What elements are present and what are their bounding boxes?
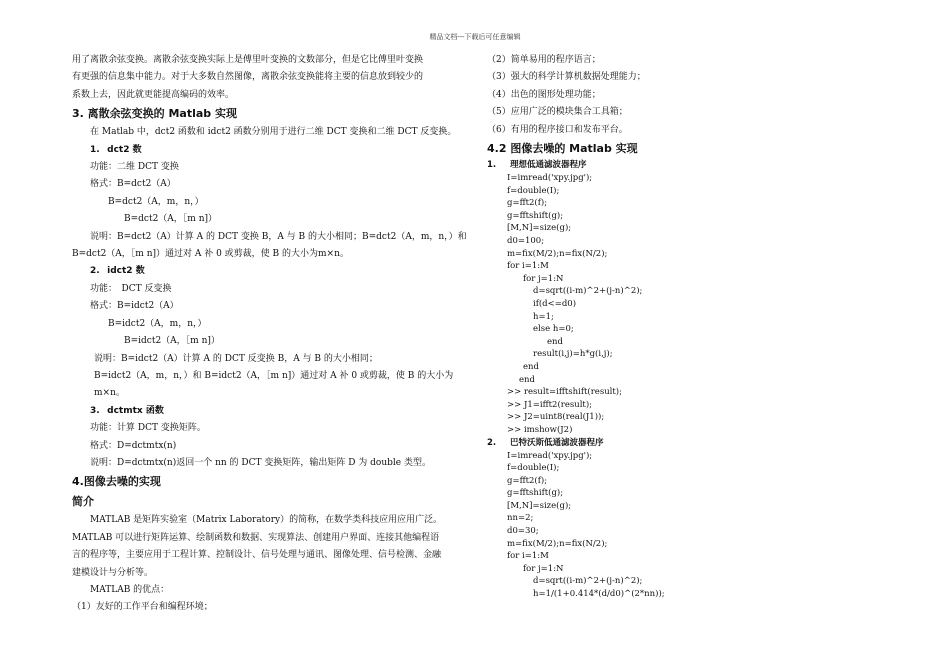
code-line: nn=2; [507, 513, 534, 524]
butterworth-filter-number: 2. [487, 437, 497, 448]
code-line: g=fft2(f); [507, 475, 548, 486]
code-line: result(i,j)=h*g(i,j); [533, 349, 613, 360]
code-line: h=1/(1+0.414*(d/d0)^(2*nn)); [533, 589, 665, 600]
left-column [72, 52, 472, 617]
dct2-function: 功能：二维 DCT 变换 [90, 162, 179, 173]
idct2-desc-cont: B=idct2（A，m，n，）和 B=idct2（A，［m n]）通过对 A 补 0 或剪裁，使 B 的大小为 [94, 370, 454, 381]
matlab-desc: MATLAB 可以进行矩阵运算、绘制函数和数据、实现算法、创建用户界面、连接其他编程语 [72, 532, 440, 543]
code-line: end [523, 361, 539, 372]
intro-line: 用了离散余弦变换。离散余弦变换实际上是傅里叶变换的文数部分，但是它比傅里叶变换 [72, 55, 424, 65]
idct2-title: idct2 数 [107, 266, 145, 277]
code-line: end [547, 336, 563, 347]
dctmtx-desc: 说明：D=dctmtx(n)返回一个 nn 的 DCT 变换矩阵，输出矩阵 D 为 double 类型。 [90, 457, 431, 468]
code-line: d0=100; [507, 236, 545, 246]
matlab-desc: 言的程序等，主要应用于工程计算、控制设计、信号处理与通讯、图像处理、信号检测、金融 [72, 550, 442, 561]
advantage-item: （1）友好的工作平台和编程环境； [72, 602, 213, 613]
dct2-title: dct2 数 [107, 144, 142, 155]
advantages-heading: MATLAB 的优点： [90, 584, 170, 595]
code-line: >> J1=ifft2(result); [507, 399, 593, 410]
code-line: >> result=ifftshift(result); [507, 387, 622, 398]
idct2-format-2: B=idct2（A，m，n，） [108, 318, 207, 329]
code-line: >> imshow(J2) [507, 424, 573, 435]
code-line: I=imread('xpy.jpg'); [507, 173, 593, 184]
butterworth-filter-heading [487, 437, 887, 450]
idct2-format: 格式：B=idct2（A） [90, 301, 179, 312]
code-line: for j=1:N [523, 273, 564, 284]
code-line: for j=1:N [523, 563, 564, 574]
ideal-filter-heading [487, 159, 887, 172]
idct2-number: 2. [90, 266, 100, 277]
code-line: if(d<=d0) [533, 298, 577, 309]
dct2-number: 1. [90, 144, 100, 155]
dctmtx-title: dctmtx 函数 [107, 405, 164, 416]
code-line: d=sqrt((i-m)^2+(j-n)^2); [533, 286, 643, 297]
code-line: end [519, 374, 535, 385]
intro-line: 系数上去，因此就更能提高编码的效率。 [72, 89, 235, 100]
code-line: for i=1:M [507, 551, 549, 562]
dct2-heading [72, 142, 472, 159]
code-line: m=fix(M/2);n=fix(N/2); [507, 248, 608, 259]
section-3-intro: 在 Matlab 中，dct2 函数和 idct2 函数分别用于进行二维 DCT 变换和二维 DCT 反变换。 [90, 127, 457, 138]
advantage-item: （5）应用广泛的模块集合工具箱； [487, 107, 628, 118]
code-line: h=1; [533, 311, 554, 322]
right-column [487, 52, 887, 601]
dctmtx-function: 功能：计算 DCT 变换矩阵。 [90, 423, 206, 434]
intro-heading: 简介 [72, 495, 94, 509]
section-4-heading: 4.图像去噪的实现 [72, 475, 161, 489]
code-line: for i=1:M [507, 261, 549, 272]
idct2-function: 功能： DCT 反变换 [90, 283, 172, 294]
code-line: >> J2=uint8(real(J1)); [507, 412, 605, 423]
idct2-desc: 说明：B=idct2（A）计算 A 的 DCT 反变换 B，A 与 B 的大小相同； [94, 353, 378, 364]
code-line: [M,N]=size(g); [507, 223, 572, 234]
code-line: d0=30; [507, 526, 539, 537]
code-line: g=fft2(f); [507, 198, 548, 209]
butterworth-filter-title: 巴特沃斯低通滤波器程序 [509, 437, 604, 448]
matlab-desc: 建模设计与分析等。 [72, 567, 154, 578]
ideal-filter-number: 1. [487, 160, 497, 171]
ideal-filter-title: 理想低通滤波器程序 [509, 160, 587, 171]
dctmtx-number: 3. [90, 405, 100, 416]
dctmtx-format: 格式：D=dctmtx(n) [90, 440, 177, 451]
code-line: m=fix(M/2);n=fix(N/2); [507, 538, 608, 549]
code-line: [M,N]=size(g); [507, 500, 572, 511]
dct2-desc-cont: B=dct2（A，［m n]）通过对 A 补 0 或剪裁，使 B 的大小为m×n。 [72, 249, 349, 260]
code-line: else h=0; [533, 324, 574, 335]
code-line: g=fftshift(g); [507, 210, 564, 221]
matlab-desc: MATLAB 是矩阵实验室（Matrix Laboratory）的简称，在数学类科技应用应用广泛。 [90, 515, 443, 526]
code-line: f=double(I); [507, 185, 560, 196]
code-line: d=sqrt((i-m)^2+(j-n)^2); [533, 576, 643, 587]
code-line: f=double(I); [507, 463, 560, 474]
code-line: g=fftshift(g); [507, 488, 564, 499]
section-3-heading: 3. 离散余弦变换的 Matlab 实现 [72, 107, 238, 121]
dct2-format-3: B=dct2（A，［m n]） [124, 214, 218, 225]
intro-line: 有更强的信息集中能力。对于大多数自然图像，离散余弦变换能将主要的信息放到较少的 [72, 72, 424, 83]
idct2-desc-end: m×n。 [94, 388, 125, 399]
advantage-item: （2）简单易用的程序语言； [487, 55, 601, 65]
advantage-item: （4）出色的图形处理功能； [487, 89, 601, 100]
dct2-desc: 说明：B=dct2（A）计算 A 的 DCT 变换 B，A 与 B 的大小相同；B=dct2（A，m，n，）和 [90, 231, 467, 242]
dctmtx-heading [72, 403, 472, 420]
idct2-heading [72, 263, 472, 280]
advantage-item: （6）有用的程序接口和发布平台。 [487, 124, 628, 135]
section-4-2-heading: 4.2 图像去噪的 Matlab 实现 [487, 142, 638, 156]
dct2-format-2: B=dct2（A，m，n，） [108, 196, 204, 207]
idct2-format-3: B=idct2（A，［m n]） [124, 336, 220, 347]
advantage-item: （3）强大的科学计算机数据处理能力； [487, 72, 646, 83]
code-line: I=imread('xpy.jpg'); [507, 450, 593, 461]
dct2-format: 格式：B=dct2（A） [90, 179, 176, 190]
page-header: 精品文档---下载后可任意编辑 [429, 33, 521, 41]
